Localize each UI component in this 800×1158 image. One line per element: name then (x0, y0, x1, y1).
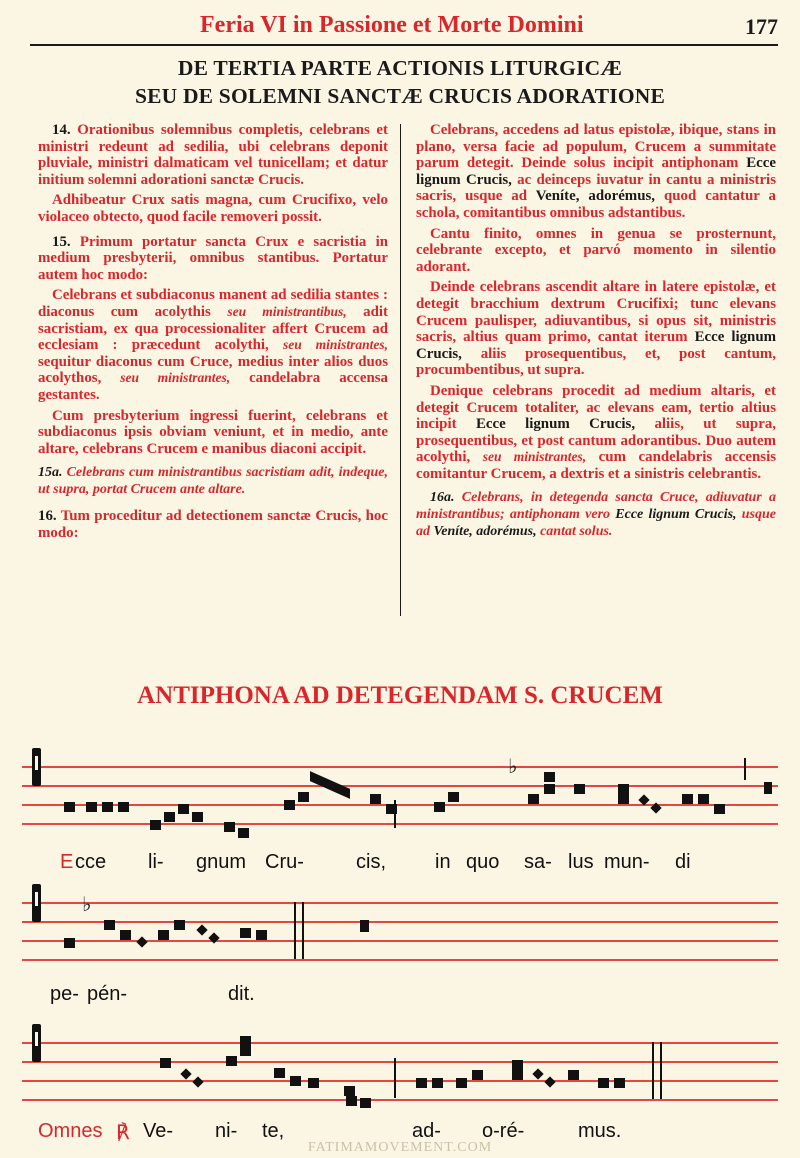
staff-line (22, 902, 778, 904)
text-run: Denique celebrans procedit ad medium altaris, et detegit Crucem totaliter, ac elevans eam, tertio altius incipit (416, 382, 776, 433)
neume (150, 820, 161, 830)
neume (370, 794, 381, 804)
syllable: o-ré- (482, 1120, 525, 1142)
rubric-text: Celebrans cum ministrantibus sacristiam adit, indeque, ut supra, portat Crucem ante altare. (38, 465, 388, 497)
rhombus-neume (196, 924, 207, 935)
paragraph-number: 14. (52, 122, 71, 138)
section-title-line2: SEU DE SOLEMNI SANCTÆ CRUCIS ADORATIONE (134, 84, 666, 108)
antiphon-title: ANTIPHONA AD DETEGENDAM S. CRUCEM (137, 682, 663, 709)
incipit-text: Ecce lignum Crucis, (416, 155, 776, 188)
syllable: ni- (215, 1120, 238, 1142)
paragraph-15 (38, 234, 388, 284)
header-rule (30, 44, 778, 46)
paragraph-16 (38, 508, 388, 541)
rubric-text: Celebrans, in detegenda sancta Cruce, adiuvatur a ministrantibus; antiphonam vero (416, 490, 777, 523)
syllable: pén- (87, 983, 128, 1005)
neume (240, 928, 251, 938)
paragraph-text: Orationibus solemnibus completis, celebrans et ministri redeunt ad sedilia, ubi celebrans deponit pluviale, ministri dalmaticam vel tunicellam; et datur initium solemni adorationi sanctæ Crucis. (38, 122, 388, 188)
syllable: Cru- (265, 851, 304, 873)
chant-staff-1 (22, 754, 778, 830)
syllable: quo (466, 851, 500, 873)
incipit-text: Ecce lignum Crucis, (475, 416, 636, 433)
syllable: cis, (356, 851, 386, 873)
neume (512, 1070, 523, 1080)
neume (568, 1070, 579, 1080)
text-run: candelabra accensa gestantes. (38, 370, 388, 403)
syllable: di (675, 851, 691, 873)
divisio-bar (394, 800, 396, 828)
neume (682, 794, 693, 804)
paragraph-number: 15. (52, 233, 71, 250)
neume (158, 930, 169, 940)
double-bar (660, 1042, 662, 1099)
syllable: te, (262, 1120, 285, 1142)
italic-run: seu ministrantes, (482, 449, 587, 465)
incipit-text: Veníte, adorémus, (433, 523, 537, 539)
paragraph-r2: Cantu finito, omnes in genua se prosternunt, celebrante excepto, et parvó momento in silentio adorant. (416, 225, 776, 275)
divisio-bar (744, 758, 746, 780)
paragraph-14b: Adhibeatur Crux satis magna, cum Crucifixo, velo violaceo obtecto, quod facile removeri possit. (38, 192, 388, 225)
neume (528, 794, 539, 804)
syllable: mun- (604, 851, 650, 873)
neume (432, 1078, 443, 1088)
neume (160, 1058, 171, 1068)
custos-neume (360, 920, 369, 932)
staff-line (22, 785, 778, 787)
left-column (38, 122, 388, 546)
syllable: Ve- (143, 1120, 174, 1142)
incipit-text: Ecce lignum Crucis, (615, 507, 737, 523)
right-column (416, 122, 776, 550)
double-bar (294, 902, 296, 959)
neume (274, 1068, 285, 1078)
neume (240, 1036, 251, 1046)
text-run: cum candelabris accensis comitantur Crucem, a dextris et a sinistris celebrantis. (416, 449, 777, 482)
neume (64, 802, 75, 812)
paragraph-14 (38, 122, 388, 188)
neume (290, 1076, 301, 1086)
neume (472, 1070, 483, 1080)
neume (238, 828, 249, 838)
text-run: Celebrans, accedens ad latus epistolæ, ibique, stans in plano, versa facie ad populum, Crucem a summitate parum detegit. Deinde solus incipit antiphonam (416, 122, 776, 172)
syllable: li- (148, 851, 164, 873)
flat-icon: ♭ (508, 754, 518, 778)
neume (164, 812, 175, 822)
neume (360, 1098, 371, 1108)
staff-line (22, 1099, 778, 1101)
neume (714, 804, 725, 814)
neume (240, 1046, 251, 1056)
neume (308, 1078, 319, 1088)
rubric-text: usque ad (416, 507, 776, 539)
paragraph-number: 15a. (38, 465, 63, 481)
italic-run: seu ministrantes, (120, 370, 231, 386)
column-divider (400, 124, 401, 616)
neume (120, 930, 131, 940)
syllable: pe- (50, 983, 79, 1005)
neume (346, 1096, 357, 1106)
section-title-line1: DE TERTIA PARTE ACTIONIS LITURGICÆ (177, 56, 623, 80)
neume (416, 1078, 427, 1088)
neume (178, 804, 189, 814)
text-run: Celebrans et subdiaconus manent ad sedilia stantes : diaconus cum acolythis (38, 287, 388, 320)
staff-line (22, 921, 778, 923)
neume (64, 938, 75, 948)
text-run: sequitur diaconus cum Cruce, medius inter alios duos acolythos, (38, 353, 388, 387)
neume (104, 920, 115, 930)
neume (544, 772, 555, 782)
syllable: lus (568, 851, 594, 873)
rubric-15a (38, 465, 388, 498)
syllable: dit. (228, 983, 255, 1005)
double-bar (302, 902, 304, 959)
paragraph-number: 16a. (430, 490, 455, 506)
neume (512, 1060, 523, 1070)
text-run: adit sacristiam, ex qua processionaliter affert Crucem ad ecclesiam : præcedunt acolythi, (38, 303, 388, 354)
italic-run: seu ministrantes, (282, 337, 388, 353)
syllable: ad- (412, 1120, 441, 1142)
c-clef-icon (32, 1024, 41, 1062)
neume (102, 802, 113, 812)
neume (284, 800, 295, 810)
chant-staff-3 (22, 1042, 778, 1106)
neume (174, 920, 185, 930)
neume (434, 802, 445, 812)
text-run: aliis prosequentibus, et, post cantum, procumbentibus, ut supra. (416, 345, 776, 379)
text-run: Deinde celebrans ascendit altare in latere epistolæ, et detegit bracchium dextrum Crucifixi; tunc elevans Crucem paulisper, adiuvantibus, si opus sit, ministris sacris, altius quam primo, cantat iterum (416, 279, 776, 346)
text-run: ac deinceps iuvatur in cantu a ministris sacris, usque ad (416, 171, 776, 205)
c-clef-icon (32, 884, 41, 922)
neume (456, 1078, 467, 1088)
page-header (22, 8, 782, 42)
watermark: FATIMAMOVEMENT.COM (307, 1140, 493, 1155)
paragraph-text: Tum proceditur ad detectionem sanctæ Crucis, hoc modo: (38, 508, 388, 542)
staff-line (22, 959, 778, 961)
paragraph-r1 (416, 122, 776, 222)
rhombus-neume (544, 1076, 555, 1087)
neume (192, 812, 203, 822)
neume (618, 794, 629, 804)
initial-letter: E (60, 851, 74, 873)
staff-line (22, 1080, 778, 1082)
paragraph-r3 (416, 279, 776, 379)
neume (614, 1078, 625, 1088)
neume (598, 1078, 609, 1088)
neume (698, 794, 709, 804)
neume (544, 784, 555, 794)
staff-line (22, 804, 778, 806)
running-title: Feria VI in Passione et Morte Domini (200, 12, 584, 38)
neume (618, 784, 629, 794)
neume (118, 802, 129, 812)
flat-icon: ♭ (82, 892, 92, 916)
c-clef-icon (32, 748, 41, 786)
staff-line (22, 823, 778, 825)
rhombus-neume (208, 932, 219, 943)
neume (226, 1056, 237, 1066)
rhombus-neume (180, 1068, 191, 1079)
text-run: quod cantatur a schola, comitantibus omnibus adstantibus. (416, 188, 776, 221)
italic-run: seu ministrantibus, (227, 303, 347, 319)
paragraph-text: Primum portatur sancta Crux e sacristia in medium presbyterii, omnibus stantibus. Portatur autem hoc modo: (38, 233, 388, 283)
staff-line (22, 1042, 778, 1044)
omnes-rubric: Omnes (38, 1120, 103, 1142)
rhombus-neume (532, 1068, 543, 1079)
paragraph-number: 16. (38, 508, 57, 525)
neume (344, 1086, 355, 1096)
syllable: mus. (578, 1120, 622, 1142)
rhombus-neume (136, 936, 147, 947)
divisio-bar (394, 1058, 396, 1098)
staff-line (22, 766, 778, 768)
syllable: in (435, 851, 451, 873)
text-run: aliis, ut supra, prosequentibus, et post cantum adorantibus. Duo autem acolythi, (416, 416, 776, 466)
syllable: gnum (196, 851, 247, 873)
chant-staff-2 (22, 892, 778, 966)
neume (298, 792, 309, 802)
incipit-text: Ecce lignum Crucis, (416, 329, 777, 362)
syllable: sa- (524, 851, 552, 873)
double-bar (652, 1042, 654, 1099)
rhombus-neume (192, 1076, 203, 1087)
paragraph-15b (38, 287, 388, 403)
custos-neume (764, 782, 772, 794)
response-icon: ℟ (116, 1122, 130, 1144)
incipit-text: Veníte, adorémus, (535, 188, 656, 205)
neume (86, 802, 97, 812)
paragraph-15c: Cum presbyterium ingressi fuerint, celebrans et subdiaconus ipsis obviam veniunt, et in medio, ante altare, celebrans Crucem e manibus diaconi accipit. (38, 407, 388, 457)
rubric-16a (416, 490, 776, 540)
page-number: 177 (745, 14, 778, 39)
neume (224, 822, 235, 832)
syllable: cce (75, 851, 107, 873)
neume (448, 792, 459, 802)
staff-line (22, 1061, 778, 1063)
neume (256, 930, 267, 940)
paragraph-r4 (416, 383, 776, 483)
neume (574, 784, 585, 794)
rubric-text: cantat solus. (536, 523, 613, 539)
